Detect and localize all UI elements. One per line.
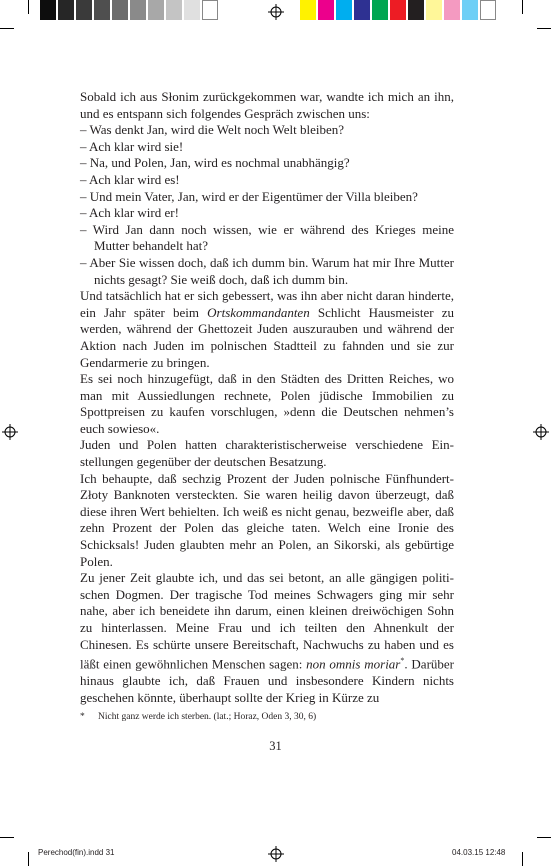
paragraph: Juden und Polen hatten charakteristischerweise verschiedene Einstellungen gegenüber der deutschen Besatzung. xyxy=(80,437,454,470)
registration-mark-icon xyxy=(268,4,284,20)
text-run: . Darüber hinaus glaubte ich, daß Frauen und insbesondere Kindern nichts geschehen könnte, überhaupt sollte der Krieg in Kürze zu xyxy=(80,656,454,705)
color-swatch xyxy=(480,0,496,20)
color-swatch xyxy=(444,0,460,20)
color-swatch xyxy=(76,0,92,20)
text-run: Zu jener Zeit glaubte ich, und das sei betont, an alle gängigen politischen Dogmen. Der tragische Tod meines Schwagers ging mir sehr nahe, aber ich beneidete ihn darum, einen kleinen dreiwöchigen Sohn zu hinterlassen. Meine Frau und ich teilten den Ahnenkult der Chinesen. Es schürte unsere Bereitschaft, Nachwuchs zu haben und es läßt einen gewöhnlichen Menschen sagen: xyxy=(80,570,454,672)
color-swatch xyxy=(462,0,478,20)
color-swatch xyxy=(148,0,164,20)
dialogue-line: – Ach klar wird es! xyxy=(80,171,180,187)
color-swatch xyxy=(202,0,218,20)
page-number: 31 xyxy=(269,739,282,753)
grayscale-color-bar xyxy=(40,0,220,20)
paragraph: Ich behaupte, daß sechzig Prozent der Juden polnische Fünfhundert-Złoty Banknoten versteckten. Sie waren heilig davon überzeugt, daß diese ihren Wert behielten. Ich weiß es nicht genau, bezweifle aber, daß zehn Prozent der Polen das gleiche taten. Welch eine Ironie des Schicksals! Juden glaubten mehr an Polen, an Sikorski, als gebürtige Polen. xyxy=(80,470,454,569)
color-swatch xyxy=(40,0,56,20)
color-swatch xyxy=(354,0,370,20)
paragraph xyxy=(80,570,454,706)
process-color-bar xyxy=(300,0,498,20)
crop-mark xyxy=(537,837,551,838)
color-swatch xyxy=(336,0,352,20)
paragraph: Sobald ich aus Słonim zurückgekommen war, wandte ich mich an ihn, und es entspann sich folgendes Gespräch zwischen uns: xyxy=(80,89,454,121)
crop-mark xyxy=(537,28,551,29)
emphasis: non omnis moriar xyxy=(306,656,401,672)
body-text xyxy=(80,89,454,706)
color-swatch xyxy=(300,0,316,20)
color-swatch xyxy=(184,0,200,20)
color-swatch xyxy=(130,0,146,20)
paragraph xyxy=(80,288,454,371)
dialogue-line: – Was denkt Jan, wird die Welt noch Welt bleiben? xyxy=(80,122,345,138)
footnote-mark: * xyxy=(80,712,85,722)
dialogue-line: – Ach klar wird sie! xyxy=(80,138,184,154)
crop-mark xyxy=(28,852,29,866)
slug-filename: Perechod(fin).indd 31 xyxy=(38,848,115,857)
text-run: Und tatsächlich hat er sich gebessert, was ihn aber nicht daran hinderte, ein Jahr später beim xyxy=(80,288,454,320)
footnote-ref: * xyxy=(400,656,405,666)
crop-mark xyxy=(522,0,523,14)
dialogue-line: – Und mein Vater, Jan, wird er der Eigentümer der Villa bleiben? xyxy=(80,188,418,204)
dialogue-line: – Na, und Polen, Jan, wird es nochmal unabhängig? xyxy=(80,155,350,171)
color-swatch xyxy=(390,0,406,20)
color-swatch xyxy=(166,0,182,20)
crop-mark xyxy=(0,28,14,29)
crop-mark xyxy=(28,0,29,14)
color-swatch xyxy=(372,0,388,20)
footnote-text: Nicht ganz werde ich sterben. (lat.; Horaz, Oden 3, 30, 6) xyxy=(98,712,317,722)
color-swatch xyxy=(408,0,424,20)
crop-mark xyxy=(0,837,14,838)
dialogue-line: – Ach klar wird er! xyxy=(80,205,179,221)
paragraph: Es sei noch hinzugefügt, daß in den Städten des Dritten Reiches, wo man mit Aussiedlungen rechnete, Polen jüdische Immobilien zu Spottpreisen zu kaufen vorschlugen, »denn die Deutschen nehmen’s euch sowieso«. xyxy=(80,371,454,436)
crop-mark xyxy=(522,852,523,866)
registration-mark-icon xyxy=(533,424,549,440)
emphasis: Ortskommandanten xyxy=(207,304,310,320)
footnote xyxy=(80,711,454,723)
color-swatch xyxy=(318,0,334,20)
slug-timestamp: 04.03.15 12:48 xyxy=(452,848,506,857)
color-swatch xyxy=(58,0,74,20)
text-run: Schlicht Hausmeister zu werden, während der Ghettozeit Juden auszurauben und während der Aktion nach Juden im polnischen Stadtteil zu fahnden und sie zur Gendarmerie zu bringen. xyxy=(80,304,454,370)
color-swatch xyxy=(94,0,110,20)
color-swatch xyxy=(426,0,442,20)
color-swatch xyxy=(112,0,128,20)
registration-mark-icon xyxy=(2,424,18,440)
registration-mark-icon xyxy=(268,846,284,862)
dialogue-line: – Wird Jan dann noch wissen, wie er während des Krieges meine Mutter behandelt hat? xyxy=(80,221,454,254)
dialogue-line: – Aber Sie wissen doch, daß ich dumm bin. Warum hat mir Ihre Mutter nichts gesagt? Sie weiß doch, daß ich dumm bin. xyxy=(80,254,454,287)
